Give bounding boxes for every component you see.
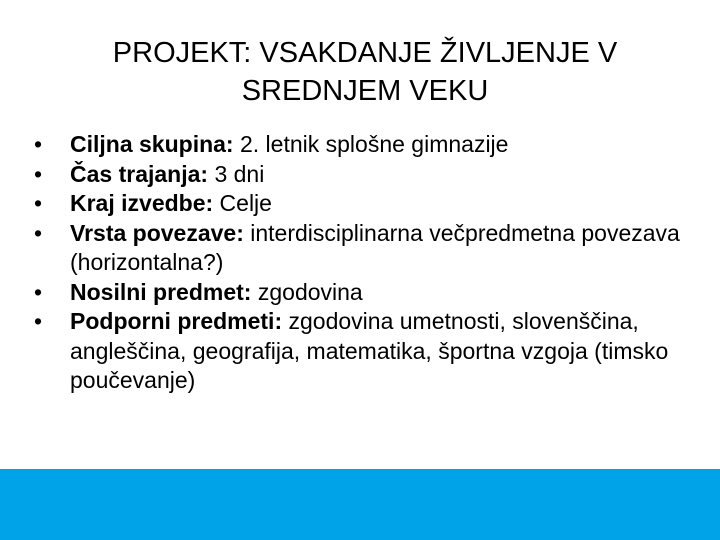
bullet-icon: • (33, 308, 43, 334)
bullet-item-connection-type (28, 219, 708, 278)
bullet-text: 3 dni (208, 160, 265, 187)
bullet-label: Čas trajanja: (70, 160, 209, 187)
bullet-label: Kraj izvedbe: (70, 190, 214, 216)
bullet-item-supporting-subjects (28, 307, 708, 396)
bullet-icon: • (33, 160, 43, 187)
bullet-text: Celje (213, 190, 272, 216)
bullet-item-main-subject (28, 278, 708, 308)
bullet-item-duration (28, 160, 708, 190)
bullet-icon: • (33, 219, 43, 246)
bullet-text: 2. letnik splošne gimnazije (233, 131, 509, 157)
bullet-text: zgodovina (251, 278, 363, 305)
bullet-item-location (28, 189, 708, 219)
bullet-text: zgodovina umetnosti, slovenščina, angleščina, geografija, matematika, športna vzgoja (timsko poučevanje) (70, 308, 669, 393)
bullet-label: Vrsta povezave: (70, 219, 244, 246)
bullet-icon: • (33, 278, 43, 305)
slide-title-line-1: PROJEKT: VSAKDANJE ŽIVLJENJE V (112, 37, 618, 69)
bullet-text: interdisciplinarna večpredmetna povezava (horizontalna?) (70, 219, 680, 275)
bullet-icon: • (33, 190, 43, 216)
bullet-item-target-group (28, 130, 708, 160)
bullet-label: Podporni predmeti: (70, 308, 283, 334)
slide-title-line-2: SREDNJEM VEKU (241, 75, 489, 107)
slide-title (60, 34, 670, 110)
bullet-label: Nosilni predmet: (70, 278, 252, 305)
bottom-accent-bar (0, 469, 720, 540)
bullet-list (28, 130, 708, 396)
bullet-icon: • (33, 131, 43, 157)
bullet-label: Ciljna skupina: (70, 131, 234, 157)
